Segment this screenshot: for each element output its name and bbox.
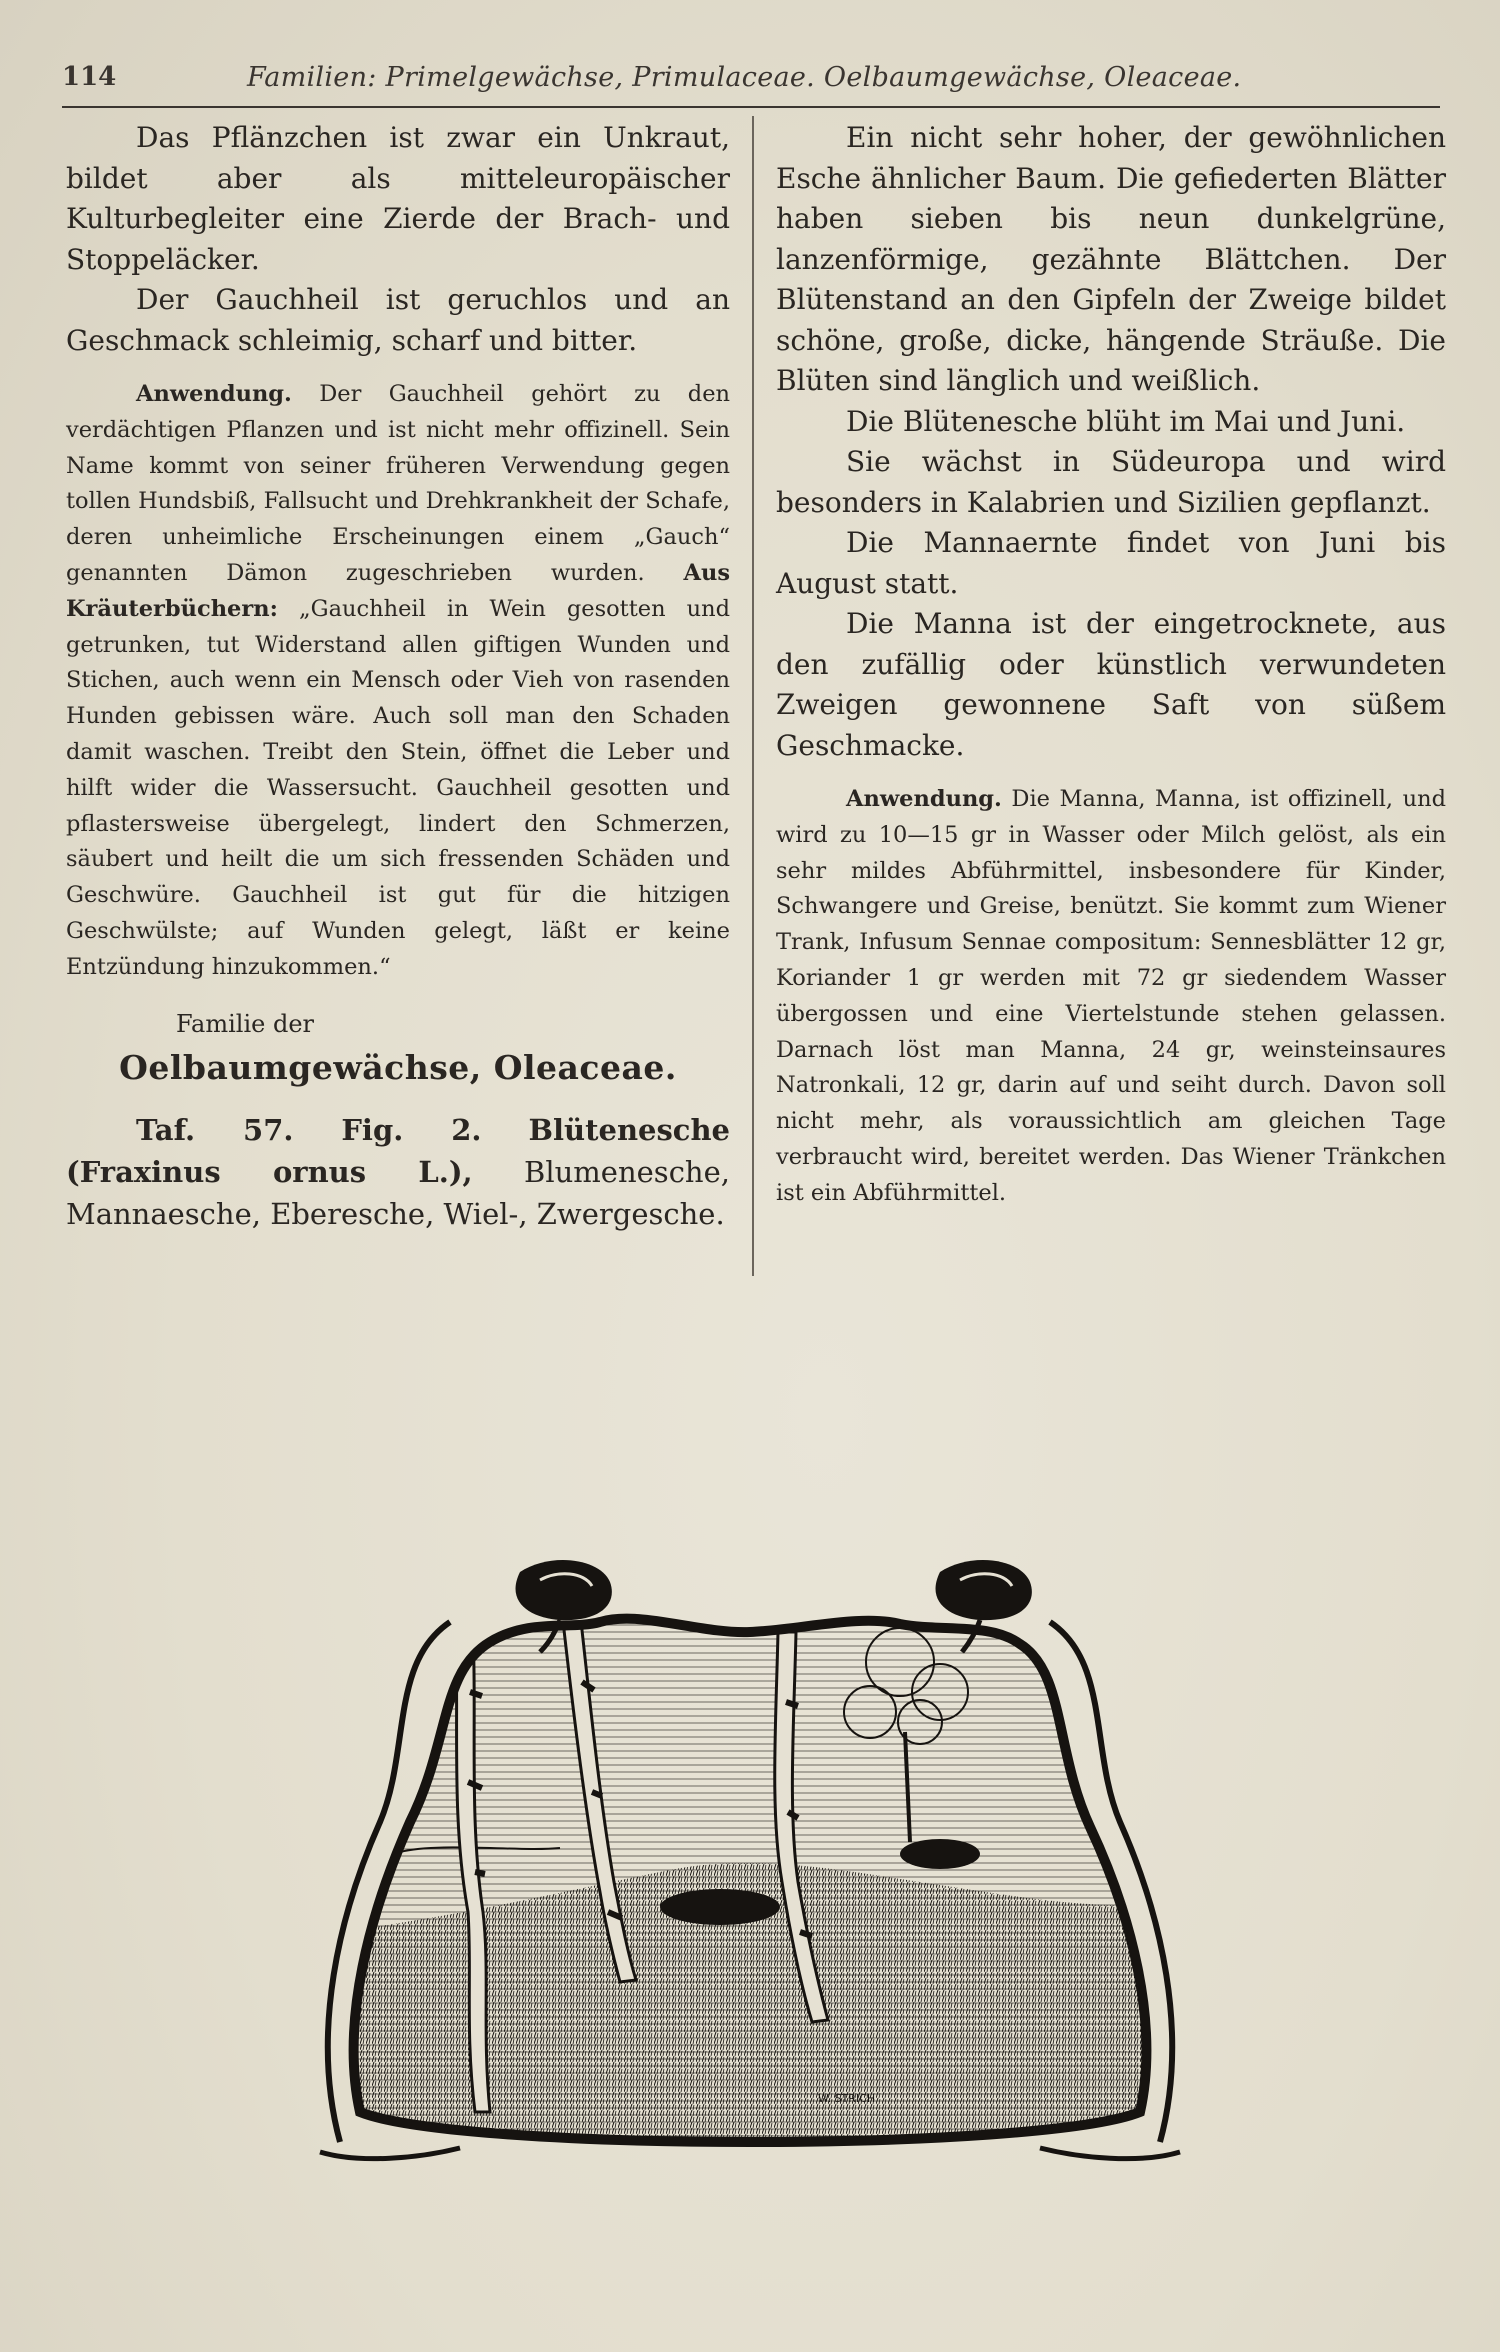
paragraph: Der Gauchheil ist geruchlos und an Geschmack schleimig, scharf und bitter. bbox=[66, 283, 730, 357]
family-title: Oelbaumgewächse, Oleaceae. bbox=[119, 1047, 677, 1087]
family-of-label: Familie der bbox=[176, 1009, 314, 1038]
page-number: 114 bbox=[62, 62, 117, 92]
spacer bbox=[66, 361, 730, 377]
artist-signature: W. STRICH bbox=[818, 2092, 876, 2105]
vignette-drawing bbox=[300, 1552, 1200, 2172]
column-rule bbox=[752, 116, 754, 1276]
plate-reference bbox=[66, 1109, 730, 1235]
paragraph: Ein nicht sehr hoher, der gewöhnlichen Esche ähnlicher Baum. Die gefiederten Blätter haben sieben bis neun dunkelgrüne, lanzenförmige, gezähnte Blättchen. Der Blütenstand an den Gipfeln der Zweige bildet schöne, große, dicke, hängende Sträuße. Die Blüten sind länglich und weißlich. bbox=[776, 121, 1446, 397]
usage-text: Die Manna, Manna, ist offizinell, und wird zu 10—15 gr in Wasser oder Milch gelöst, als ein sehr mildes Abführmittel, insbesondere für Kinder, Schwangere und Greise, benützt. Sie kommt zum Wiener Trank, Infusum Sennae compositum: Sennesblätter 12 gr, Koriander 1 gr werden mit 72 gr siedendem Wasser übergossen und eine Viertelstunde stehen gelassen. Darnach löst man Manna, 24 gr, weinsteinsaures Natronkali, 12 gr, darin auf und seiht durch. Davon soll nicht mehr, als voraussichtlich am gleichen Tage verbraucht wird, bereitet werden. Das Wiener Tränkchen ist ein Abführmittel. bbox=[776, 786, 1446, 1206]
usage-paragraph bbox=[66, 377, 730, 986]
usage-paragraph bbox=[776, 782, 1446, 1212]
usage-label: Anwendung. bbox=[136, 381, 292, 407]
common-names: Blumenesche, Mannaesche, Eberesche, Wiel-, Zwergesche. bbox=[66, 1154, 730, 1231]
paragraph: Die Blütenesche blüht im Mai und Juni. bbox=[846, 404, 1406, 438]
header-rule bbox=[62, 106, 1440, 108]
herbal-quote: „Gauchheil in Wein gesotten und getrunken, tut Widerstand allen giftigen Wunden und Stichen, auch wenn ein Mensch oder Vieh von rasenden Hunden gebissen wäre. Auch soll man den Schaden damit waschen. Treibt den Stein, öffnet die Leber und hilft wider die Wassersucht. Gauchheil gesotten und pflastersweise übergelegt, lindert den Schmerzen, säubert und heilt die um sich fressenden Schäden und Geschwüre. Gauchheil ist gut für die hitzigen Geschwülste; auf Wunden gelegt, läßt er keine Entzündung hinzukommen.“ bbox=[66, 595, 730, 980]
paragraph: Die Mannaernte findet von Juni bis August statt. bbox=[776, 526, 1446, 600]
herbal-label: Aus Kräuterbüchern: bbox=[66, 559, 730, 622]
usage-label: Anwendung. bbox=[846, 786, 1002, 812]
paragraph: Die Manna ist der eingetrocknete, aus den zufällig oder künstlich verwundeten Zweigen gewonnene Saft von süßem Geschmacke. bbox=[776, 607, 1446, 762]
left-column bbox=[66, 118, 730, 1235]
paragraph: Sie wächst in Südeuropa und wird besonders in Kalabrien und Sizilien gepflanzt. bbox=[776, 445, 1446, 519]
right-column bbox=[776, 118, 1446, 1212]
plate-label: Taf. 57. Fig. 2. bbox=[136, 1112, 482, 1147]
page-header bbox=[62, 58, 1440, 102]
usage-text: Der Gauchheil gehört zu den verdächtigen Pflanzen und ist nicht mehr offizinell. Sein Name kommt von seiner früheren Verwendung gegen tollen Hundsbiß, Fallsucht und Drehkrankheit der Schafe, deren unheimliche Erscheinungen einem „Gauch“ genannten Dämon zugeschrieben wurden. bbox=[66, 381, 731, 586]
spacer bbox=[776, 766, 1446, 782]
decorative-vignette bbox=[300, 1552, 1200, 2172]
running-head: Familien: Primelgewächse, Primulaceae. Oelbaumgewächse, Oleaceae. bbox=[247, 62, 1242, 93]
paragraph: Das Pflänzchen ist zwar ein Unkraut, bildet aber als mitteleuropäischer Kulturbegleiter eine Zierde der Brach- und Stoppeläcker. bbox=[66, 121, 730, 276]
species-name: Blütenesche (Fraxinus ornus L.), bbox=[66, 1112, 730, 1189]
